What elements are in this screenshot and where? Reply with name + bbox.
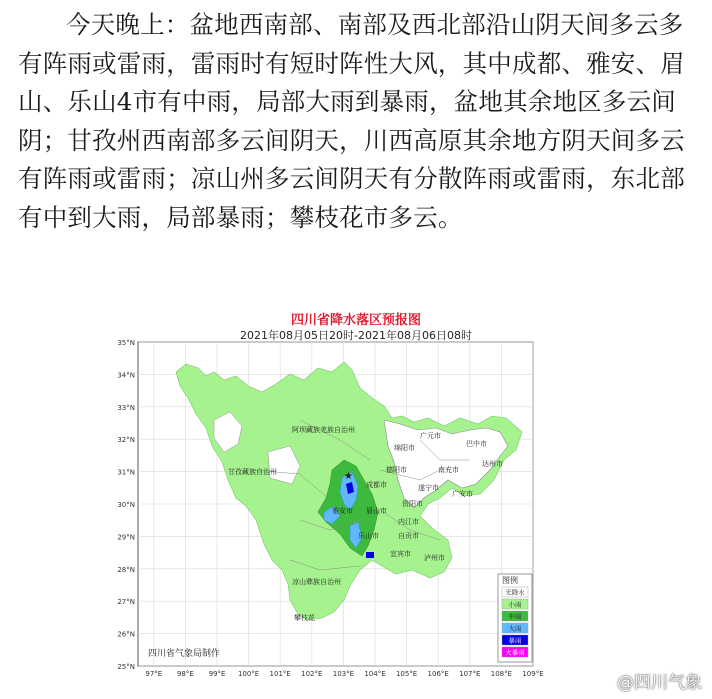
label-ziyang: 资阳市 xyxy=(402,500,423,508)
legend-label: 大暴雨 xyxy=(505,648,525,657)
lat-label: 35°N xyxy=(117,339,135,347)
forecast-text: 今天晚上：盆地西南部、南部及西北部沿山阴天间多云多有阵雨或雷雨，雷雨时有短时阵性大风，其中成都、雅安、眉山、乐山4市有中雨，局部大雨到暴雨，盆地其余地区多云间阴；甘孜州西南部多云间阴天，川西高原其余地方阴天间多云有阵雨或雷雨；凉山州多云间阴天有分散阵雨或雷雨，东北部有中到大雨，局部暴雨；攀枝花市多云。 xyxy=(18,10,685,232)
label-yibin: 宜宾市 xyxy=(390,550,411,558)
lon-label: 98°E xyxy=(176,670,194,678)
label-suining: 遂宁市 xyxy=(418,484,439,492)
map-subtitle: 2021年08月05日20时-2021年08月06日08时 xyxy=(240,329,472,342)
label-aba: 阿坝藏族羌族自治州 xyxy=(292,426,355,434)
weibo-icon xyxy=(591,673,613,689)
watermark-text: @四川气象 xyxy=(617,673,702,693)
lon-label: 105°E xyxy=(395,670,418,678)
lat-label: 30°N xyxy=(117,501,135,509)
lat-label: 26°N xyxy=(117,630,135,639)
legend-label: 无降水 xyxy=(505,588,525,597)
lon-label: 99°E xyxy=(208,670,226,678)
label-nanchong: 南充市 xyxy=(438,466,459,474)
lat-label: 28°N xyxy=(117,565,135,574)
label-panzhihua: 攀枝花 xyxy=(294,614,315,622)
lon-label: 103°E xyxy=(332,670,355,678)
lon-label: 107°E xyxy=(459,670,481,678)
lon-label: 106°E xyxy=(427,670,449,678)
label-deyang: 德阳市 xyxy=(386,466,407,474)
label-mianyang: 绵阳市 xyxy=(394,444,415,452)
label-meishan: 眉山市 xyxy=(366,507,387,515)
legend-label: 大雨 xyxy=(508,624,522,633)
lat-label: 32°N xyxy=(117,436,135,445)
lon-label: 109°E xyxy=(522,670,544,678)
lon-label: 108°E xyxy=(490,670,513,678)
lon-label: 102°E xyxy=(301,670,323,678)
label-bazhong: 巴中市 xyxy=(466,440,487,448)
lat-label: 27°N xyxy=(117,598,135,607)
label-chengdu: 成都市 xyxy=(366,481,387,489)
label-liangshan: 凉山彝族自治州 xyxy=(292,578,341,586)
lon-label: 100°E xyxy=(237,670,260,678)
lat-label: 25°N xyxy=(117,663,135,671)
lat-label: 29°N xyxy=(117,533,135,542)
label-yaan: 雅安市 xyxy=(332,507,353,515)
map-legend xyxy=(498,574,532,662)
label-ganzi: 甘孜藏族自治州 xyxy=(228,468,277,476)
label-neijiang: 内江市 xyxy=(398,518,419,526)
legend-label: 小雨 xyxy=(508,600,522,609)
lat-label: 31°N xyxy=(117,468,135,477)
label-luzhou: 泸州市 xyxy=(424,554,445,562)
lat-label: 34°N xyxy=(117,371,135,380)
label-leshan: 乐山市 xyxy=(358,532,379,540)
legend-title: 图例 xyxy=(502,576,518,585)
lon-label: 97°E xyxy=(145,670,163,678)
legend-label: 暴雨 xyxy=(508,636,522,645)
map-credit: 四川省气象局制作 xyxy=(148,649,221,659)
capital-star-icon: ★ xyxy=(344,471,353,482)
legend-label: 中雨 xyxy=(508,612,522,621)
label-guangyuan: 广元市 xyxy=(420,432,441,440)
lon-label: 104°E xyxy=(364,670,386,678)
label-guangan: 广安市 xyxy=(452,490,473,498)
map-title: 四川省降水落区预报图 xyxy=(290,313,421,328)
lat-label: 33°N xyxy=(117,403,135,412)
watermark xyxy=(591,668,702,693)
label-zigong: 自贡市 xyxy=(398,532,419,540)
lon-label: 101°E xyxy=(269,670,291,678)
label-dazhou: 达州市 xyxy=(482,460,503,468)
